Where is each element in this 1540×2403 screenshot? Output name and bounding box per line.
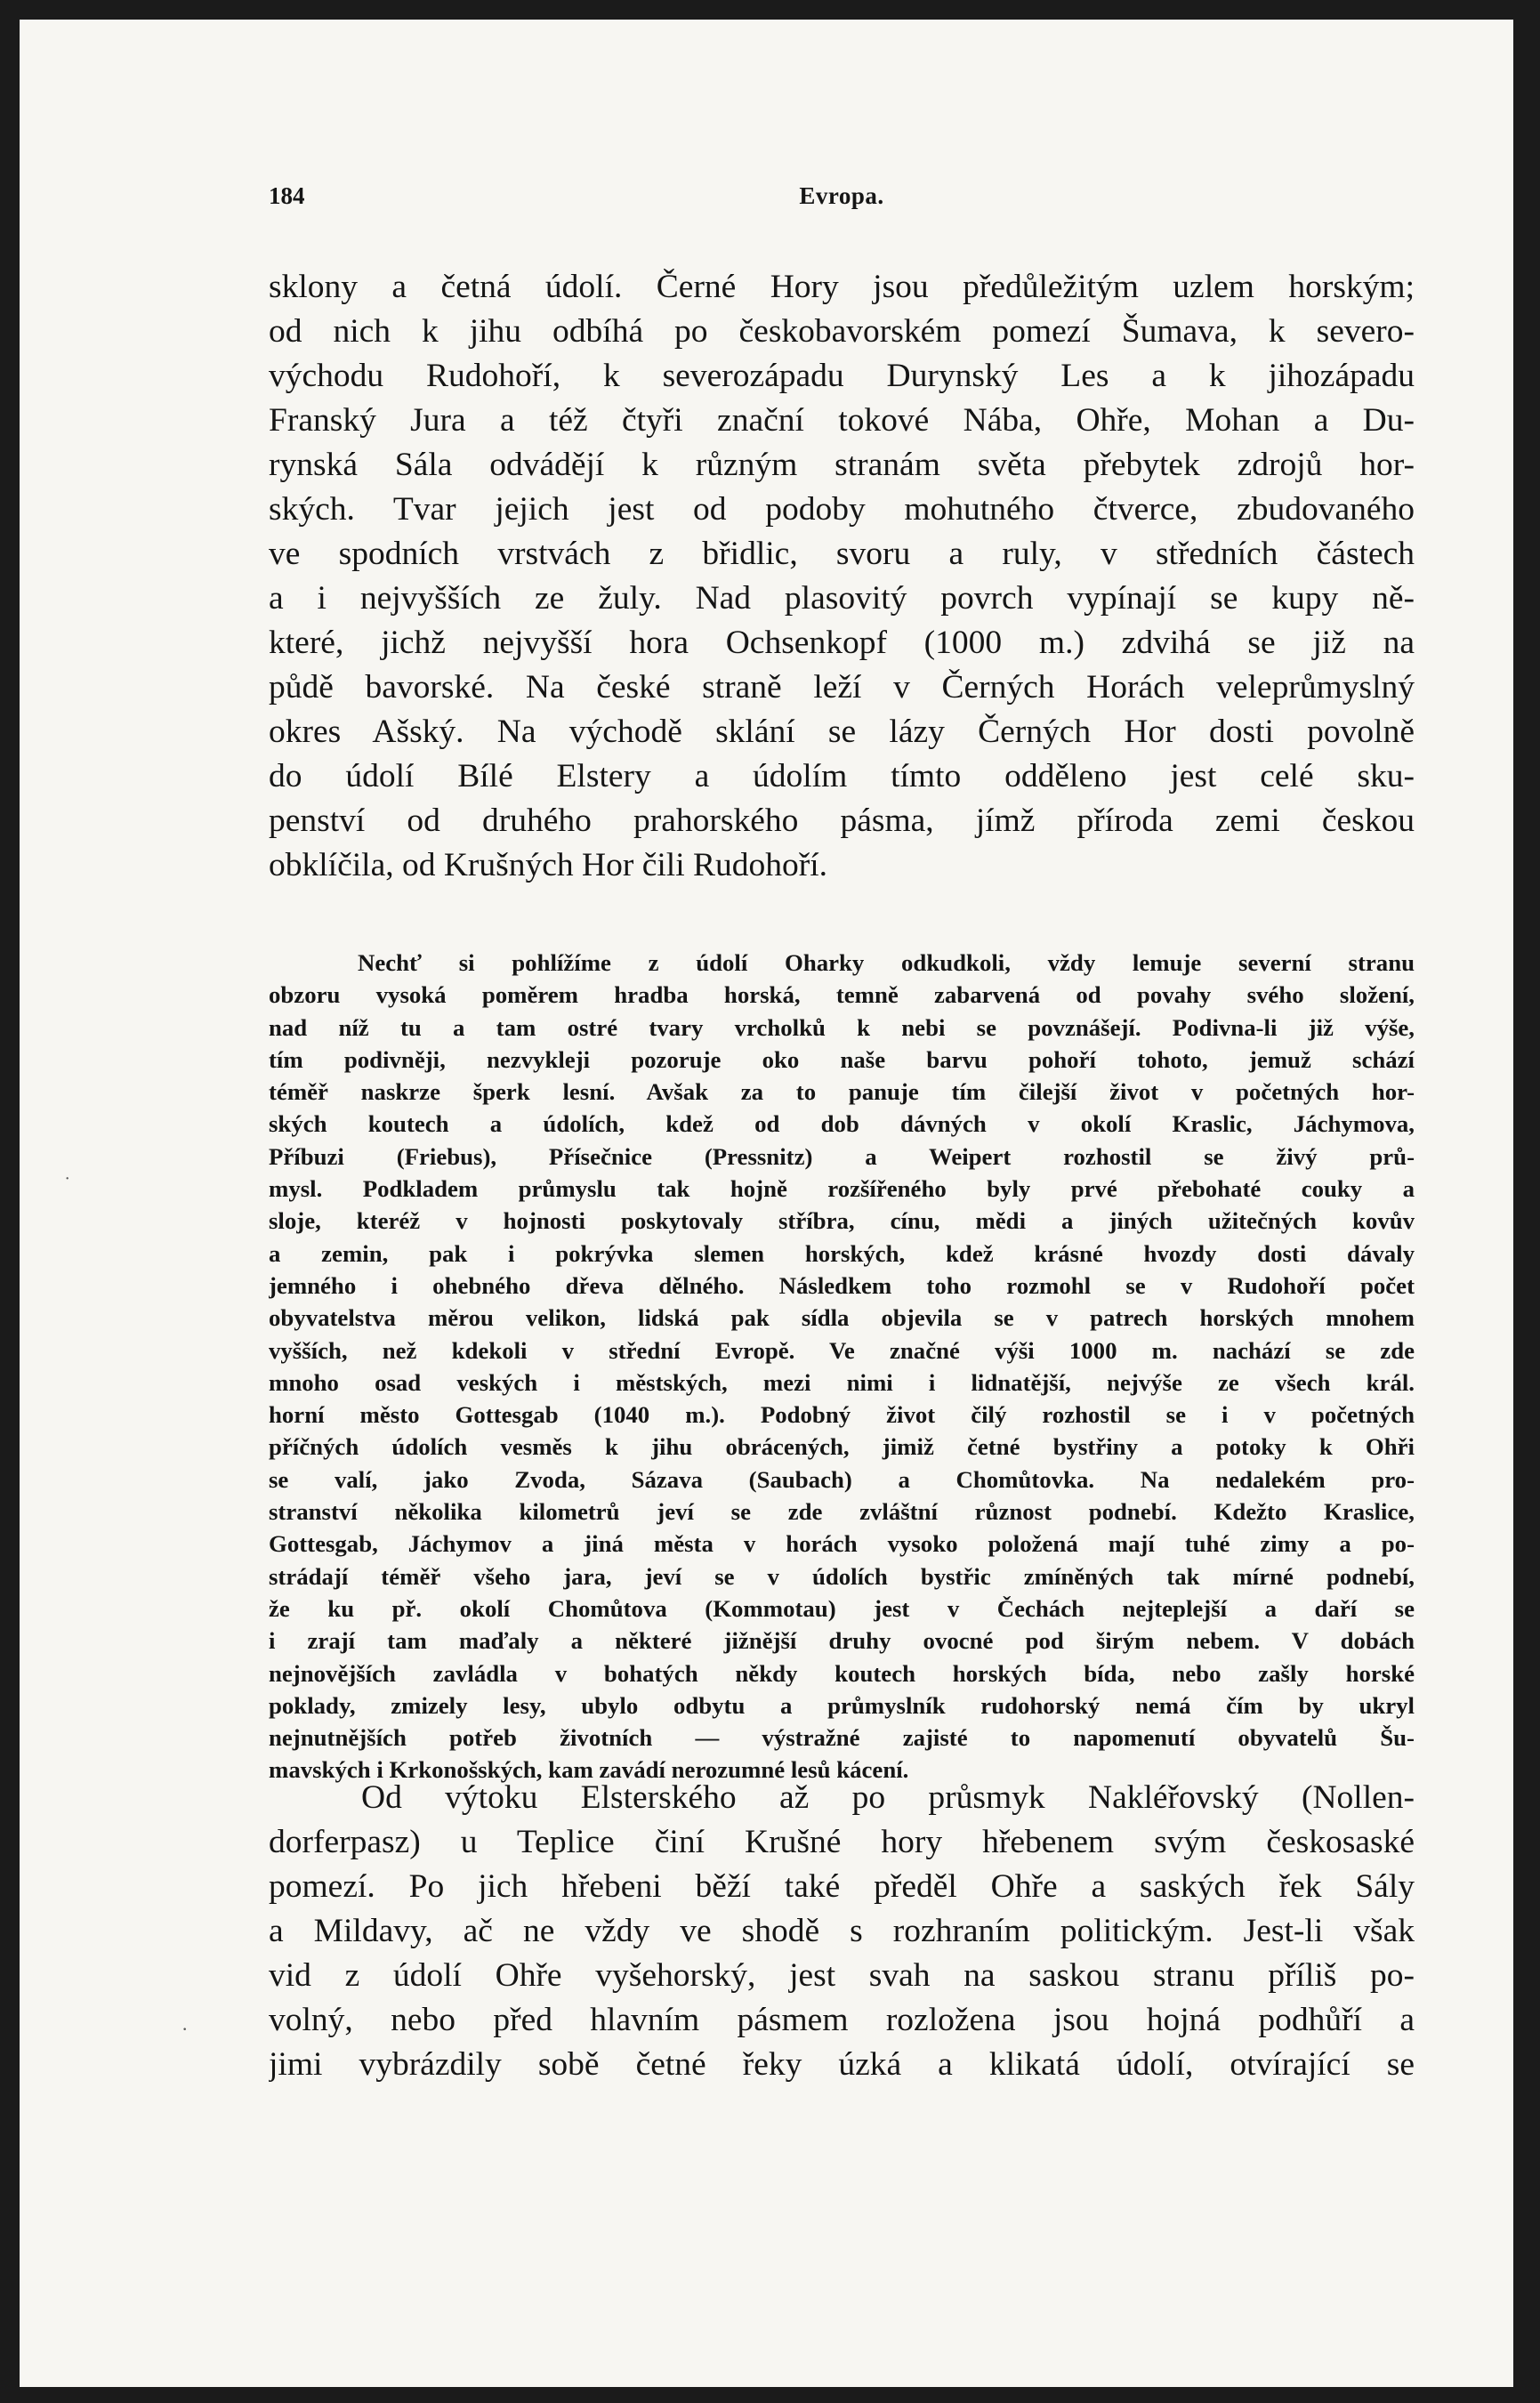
page-header xyxy=(269,182,1415,218)
text-line: i zrají tam maďaly a některé jižnější druhy ovocné pod širým nebem. V dobách xyxy=(269,1627,1415,1655)
text-line: a zemin, pak i pokrývka slemen horských, kdež krásné hvozdy dosti dávaly xyxy=(269,1239,1415,1267)
text-line: nad níž tu a tam ostré tvary vrcholků k nebi se povznášejí. Podivna-li již výše, xyxy=(269,1013,1415,1041)
text-line: se valí, jako Zvoda, Sázava (Saubach) a Chomůtovka. Na nedalekém pro- xyxy=(269,1465,1415,1493)
text-line: Gottesgab, Jáchymov a jiná města v horách vysoko položená mají tuhé zimy a po- xyxy=(269,1530,1415,1558)
text-line: od nich k jihu odbíhá po českobavorském pomezí Šumava, k severo- xyxy=(269,313,1415,350)
text-line: mnoho osad veských i městských, mezi nimi i lidnatější, nejvýše ze všech král. xyxy=(269,1368,1415,1396)
text-line: vyšších, než kdekoli v střední Evropě. Ve značné výši 1000 m. nachází se zde xyxy=(269,1336,1415,1364)
text-line: jemného i ohebného dřeva dělného. Následkem toho rozmohl se v Rudohoří počet xyxy=(269,1271,1415,1299)
text-line: že ku př. okolí Chomůtova (Kommotau) jest v Čechách nejteplejší a daří se xyxy=(269,1594,1415,1622)
paragraph-2-small-print xyxy=(269,947,1415,1786)
print-speck-dot: · xyxy=(181,2018,189,2040)
text-line: nejnovějších zavládla v bohatých někdy koutech horských bída, nebo zašly horské xyxy=(269,1659,1415,1687)
text-line: Nechť si pohlížíme z údolí Oharky odkudkoli, vždy lemuje severní stranu xyxy=(358,949,1415,976)
text-line: Od výtoku Elsterského až po průsmyk Nakléřovský (Nollen- xyxy=(361,1779,1415,1816)
text-line: strádají téměř všeho jara, jeví se v údolích bystřic zmíněných tak mírné podnebí, xyxy=(269,1562,1415,1590)
text-line: a Mildavy, ač ne vždy ve shodě s rozhraním politickým. Jest-li však xyxy=(269,1913,1415,1949)
text-line: které, jichž nejvyšší hora Ochsenkopf (1000 m.) zdvihá se již na xyxy=(269,625,1415,661)
text-line: Franský Jura a též čtyři znační tokové Nába, Ohře, Mohan a Du- xyxy=(269,402,1415,439)
text-line: ve spodních vrstvách z břidlic, svoru a ruly, v středních částech xyxy=(269,536,1415,572)
text-line: horní město Gottesgab (1040 m.). Podobný život čilý rozhostil se i v početných xyxy=(269,1401,1415,1429)
text-line: sklony a četná údolí. Černé Hory jsou předůležitým uzlem horským; xyxy=(269,269,1415,305)
text-line: mysl. Podkladem průmyslu tak hojně rozšířeného byly prvé přebohaté couky a xyxy=(269,1175,1415,1203)
text-line: vid z údolí Ohře vyšehorský, jest svah na saskou stranu příliš po- xyxy=(269,1957,1415,1994)
text-line: příčných údolích vesměs k jihu obrácených, jimiž četné bystřiny a potoky k Ohři xyxy=(269,1433,1415,1461)
text-line: do údolí Bílé Elstery a údolím tímto odděleno jest celé sku- xyxy=(269,758,1415,794)
print-speck-dot: ˙ xyxy=(64,1173,71,1195)
text-line: dorferpasz) u Teplice činí Krušné hory hřebenem svým českosaské xyxy=(269,1824,1415,1860)
text-line: rynská Sála odvádějí k různým stranám světa přebytek zdrojů hor- xyxy=(269,447,1415,483)
text-line: mavských i Krkonošských, kam zavádí nerozumné lesů kácení. xyxy=(269,1756,909,1784)
text-line: obzoru vysoká poměrem hradba horská, temně zabarvená od povahy svého složení, xyxy=(269,981,1415,1009)
text-line: půdě bavorské. Na české straně leží v Černých Horách veleprůmyslný xyxy=(269,669,1415,706)
text-line: ských. Tvar jejich jest od podoby mohutného čtverce, zbudovaného xyxy=(269,491,1415,528)
text-line: východu Rudohoří, k severozápadu Durynský Les a k jihozápadu xyxy=(269,358,1415,394)
text-line: a i nejvyšších ze žuly. Nad plasovitý povrch vypínají se kupy ně- xyxy=(269,580,1415,617)
text-line: jimi vybrázdily sobě četné řeky úzká a klikatá údolí, otvírající se xyxy=(269,2046,1415,2083)
text-line: penství od druhého prahorského pásma, jímž příroda zemi českou xyxy=(269,802,1415,839)
text-line: pomezí. Po jich hřebeni běží také předěl Ohře a saských řek Sály xyxy=(269,1868,1415,1905)
text-line: poklady, zmizely lesy, ubylo odbytu a průmyslník rudohorský nemá čím by ukryl xyxy=(269,1691,1415,1719)
paragraph-1 xyxy=(269,265,1415,888)
text-line: Příbuzi (Friebus), Přísečnice (Pressnitz) a Weipert rozhostil se živý prů- xyxy=(269,1142,1415,1170)
text-line: okres Ašský. Na východě sklání se lázy Černých Hor dosti povolně xyxy=(269,714,1415,750)
text-line: stranství několika kilometrů jeví se zde zvláštní různost podnebí. Kdežto Kraslice, xyxy=(269,1498,1415,1526)
paragraph-3 xyxy=(269,1776,1415,2087)
page-number: 184 xyxy=(269,182,305,209)
text-line: sloje, kteréž v hojnosti poskytovaly stříbra, cínu, mědi a jiných užitečných kovův xyxy=(269,1207,1415,1235)
text-line: obklíčila, od Krušných Hor čili Rudohoří. xyxy=(269,847,828,883)
running-title: Evropa. xyxy=(799,182,884,209)
text-line: obyvatelstva měrou velikon, lidská pak sídla objevila se v patrech horských mnohem xyxy=(269,1304,1415,1332)
text-line: volný, nebo před hlavním pásmem rozložena jsou hojná podhůří a xyxy=(269,2002,1415,2038)
text-line: nejnutnějších potřeb životních — výstražné zajisté to napomenutí obyvatelů Šu- xyxy=(269,1724,1415,1752)
text-line: ských koutech a údolích, kdež od dob dávných v okolí Kraslic, Jáchymova, xyxy=(269,1110,1415,1138)
text-line: tím podivněji, nezvykleji pozoruje oko naše barvu pohoří tohoto, jemuž schází xyxy=(269,1045,1415,1073)
text-line: téměř naskrze šperk lesní. Avšak za to panuje tím čilejší život v početných hor- xyxy=(269,1078,1415,1106)
